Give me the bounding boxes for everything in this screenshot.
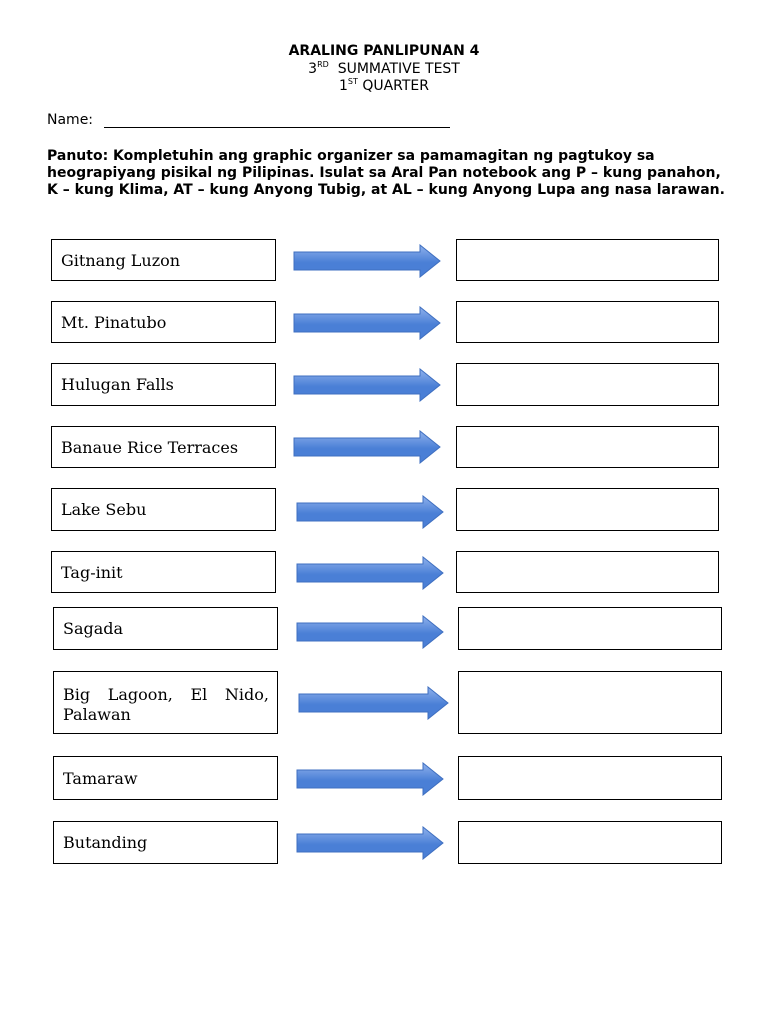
arrow-right-icon [298, 686, 452, 720]
item-label-box [51, 239, 276, 281]
item-label-box [53, 756, 278, 800]
arrow-right-icon [293, 430, 444, 464]
instructions-line-1: Panuto: Kompletuhin ang graphic organizer sa pamamagitan ng pagtukoy sa heograpiyang pisikal ng Pilipinas. Isulat sa Aral Pan notebook ang P – kung panahon, [47, 148, 721, 181]
item-label: Tag-init [61, 562, 123, 582]
arrow-right-icon [293, 306, 444, 340]
item-label: Sagada [63, 619, 124, 638]
test-subtitle: 3RD SUMMATIVE TEST [308, 60, 460, 77]
answer-box[interactable] [456, 239, 719, 281]
item-label: Hulugan Falls [61, 375, 174, 394]
item-label: Butanding [63, 833, 148, 852]
item-label-box [53, 821, 278, 864]
arrow-right-icon [296, 556, 447, 590]
item-label-box [51, 301, 276, 343]
answer-box[interactable] [458, 756, 722, 800]
item-label: Lake Sebu [61, 500, 147, 519]
arrow-right-icon [296, 762, 447, 796]
name-field[interactable] [104, 127, 450, 128]
answer-box[interactable] [456, 363, 719, 406]
answer-box[interactable] [458, 607, 722, 650]
quarter-subtitle: 1ST QUARTER [338, 77, 430, 94]
item-label: Banaue Rice Terraces [61, 437, 239, 457]
arrow-right-icon [293, 368, 444, 402]
item-label: Gitnang Luzon [61, 250, 181, 270]
arrow-right-icon [296, 615, 447, 649]
answer-box[interactable] [456, 551, 719, 593]
answer-box[interactable] [456, 301, 719, 343]
item-label: Tamaraw [63, 768, 138, 788]
document-title: ARALING PANLIPUNAN 4 [288, 43, 480, 59]
instructions-line-2: K – kung Klima, AT – kung Anyong Tubig, at AL – kung Anyong Lupa ang nasa larawan. [47, 182, 725, 198]
instructions [47, 148, 733, 199]
answer-box[interactable] [456, 426, 719, 468]
item-label: Big Lagoon, El Nido, Palawan [63, 685, 269, 724]
answer-box[interactable] [458, 821, 722, 864]
name-label: Name: [47, 112, 94, 128]
arrow-right-icon [296, 495, 447, 529]
item-label: Mt. Pinatubo [61, 312, 167, 332]
item-label-box [53, 671, 278, 734]
item-label-box [53, 607, 278, 650]
item-label-box [51, 426, 276, 468]
item-label-box [51, 363, 276, 406]
arrow-right-icon [296, 826, 447, 860]
answer-box[interactable] [458, 671, 722, 734]
arrow-right-icon [293, 244, 444, 278]
item-label-box [51, 488, 276, 531]
item-label-box [51, 551, 276, 593]
answer-box[interactable] [456, 488, 719, 531]
